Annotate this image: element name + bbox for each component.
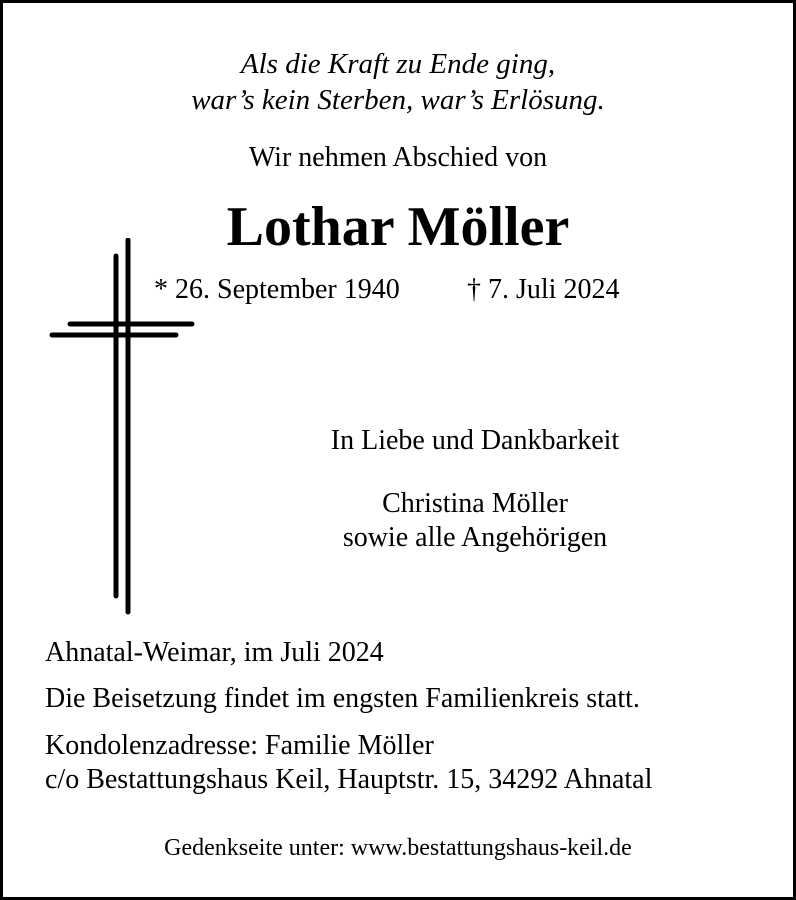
signers bbox=[290, 487, 660, 555]
death-date: † 7. Juli 2024 bbox=[467, 274, 620, 305]
poem bbox=[0, 46, 796, 118]
address-line-2: c/o Bestattungshaus Keil, Hauptstr. 15, 34292 Ahnatal bbox=[45, 764, 653, 795]
poem-line-1: Als die Kraft zu Ende ging, bbox=[240, 48, 556, 80]
burial-notice: Die Beisetzung findet im engsten Familienkreis statt. bbox=[45, 683, 640, 714]
address-line-1: Kondolenzadresse: Familie Möller bbox=[45, 730, 434, 761]
memorial-page-link: Gedenkseite unter: www.bestattungshaus-keil.de bbox=[164, 835, 632, 861]
cross-icon bbox=[48, 238, 198, 618]
signer-name: Christina Möller bbox=[382, 488, 568, 519]
signer-relatives: sowie alle Angehörigen bbox=[342, 522, 608, 553]
thanks-text: In Liebe und Dankbarkeit bbox=[330, 425, 620, 456]
place-date: Ahnatal-Weimar, im Juli 2024 bbox=[45, 637, 384, 668]
intro-text: Wir nehmen Abschied von bbox=[248, 142, 548, 173]
birth-date: * 26. September 1940 bbox=[154, 274, 400, 305]
poem-line-2: war’s kein Sterben, war’s Erlösung. bbox=[191, 84, 605, 116]
condolence-address bbox=[45, 729, 652, 797]
deceased-name: Lothar Möller bbox=[226, 196, 570, 258]
